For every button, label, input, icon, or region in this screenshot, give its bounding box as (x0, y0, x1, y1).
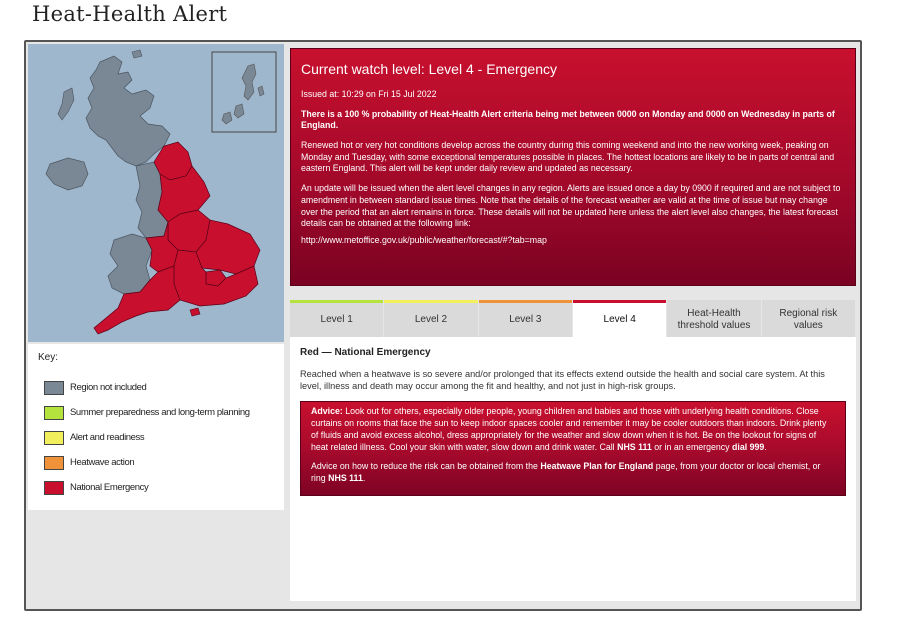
advice-body: Look out for others, especially older people, young children and babies and those with underlying health conditions. Close curtains on rooms that face the sun to keep indoor spaces cooler and remember it may be cooler outdoors than indoors. Drink plenty of fluids and avoid excess alcohol, dress appropriately for the weather and slow down when it is hot. Be on the lookout for signs of heat related illness. Cool your skin with water, slow down and drink water. Call (311, 405, 827, 452)
level-tabs (290, 300, 856, 337)
plan-intro: Advice on how to reduce the risk can be obtained from the (311, 460, 541, 471)
alert-summary: Renewed hot or very hot conditions develop across the country during this coming weekend and into the new working week, peaking on Monday and Tuesday, with some exceptional temperatures possible in places. The hottest locations are likely to be in parts of central and eastern England. This alert will be kept under daily review and updated as necessary. (301, 140, 835, 174)
key-swatch (44, 381, 64, 395)
level-description: Reached when a heatwave is so severe and/or prolonged that its effects extend outside the health and social care system. At this level, illness and death may occur among the fit and healthy, and not just in high-risk groups. (300, 369, 825, 392)
alert-issued-time: Issued at: 10:29 on Fri 15 Jul 2022 (301, 89, 437, 99)
key-label: National Emergency (70, 482, 149, 493)
advice-label: Advice: (311, 405, 343, 416)
forecast-link[interactable]: http://www.metoffice.gov.uk/public/weather/forecast/#?tab=map (301, 234, 547, 245)
advice-text (311, 406, 835, 454)
key-title: Key: (38, 352, 59, 363)
key-item (38, 450, 274, 475)
key-swatch (44, 481, 64, 495)
plan-middle: page, from your doctor or local chemist, or ring (311, 460, 821, 483)
plan-nhs-111: NHS 111 (328, 472, 363, 483)
key-label: Region not included (70, 382, 147, 393)
map-key (28, 344, 284, 510)
uk-alert-map[interactable] (28, 44, 284, 342)
key-swatch (44, 406, 64, 420)
advice-body-2: or in an emergency (651, 441, 733, 452)
key-label: Summer preparedness and long-term planning (70, 407, 250, 418)
nhs-111: NHS 111 (617, 441, 652, 452)
advice-box (300, 401, 846, 496)
plan-end: . (362, 472, 366, 483)
key-swatch (44, 456, 64, 470)
key-swatch (44, 431, 64, 445)
key-item (38, 375, 274, 400)
key-item (38, 400, 274, 425)
alert-heading: Current watch level: Level 4 - Emergency (301, 61, 557, 77)
advice-end: . (764, 441, 767, 452)
current-alert-box (290, 48, 856, 286)
tab-level-2[interactable]: Level 2 (384, 300, 477, 337)
heatwave-plan-link[interactable]: Heatwave Plan for England (540, 460, 654, 471)
tab-level-3[interactable]: Level 3 (479, 300, 572, 337)
level-4-panel (290, 337, 856, 601)
page-title: Heat-Health Alert (32, 2, 228, 26)
tab-level-1[interactable]: Level 1 (290, 300, 383, 337)
heatwave-plan-text (311, 461, 835, 485)
alert-update-note: An update will be issued when the alert level changes in any region. Alerts are issued once a day by 0900 if required and are not subject to amendment in between standard issue times. Note that the details of the forecast weather are valid at the time of issue but may change over the period that an alert remains in force. These details will not be updated here unless the alert level also changes, the latest forecast details can be obtained at the following link: (301, 183, 841, 229)
alert-widget (24, 40, 862, 611)
level-title: Red — National Emergency (300, 347, 431, 358)
key-item (38, 475, 274, 500)
key-label: Alert and readiness (70, 432, 145, 443)
key-label: Heatwave action (70, 457, 135, 468)
tab-threshold-values[interactable]: Heat-Health threshold values (667, 300, 760, 337)
alert-probability: There is a 100 % probability of Heat-Health Alert criteria being met between 0000 on Monday and 0000 on Wednesday in parts of England. (301, 108, 835, 131)
dial-999: dial 999 (732, 441, 765, 452)
tab-level-4[interactable]: Level 4 (573, 300, 666, 337)
key-item (38, 425, 274, 450)
tab-regional-risk-values[interactable]: Regional risk values (762, 300, 855, 337)
